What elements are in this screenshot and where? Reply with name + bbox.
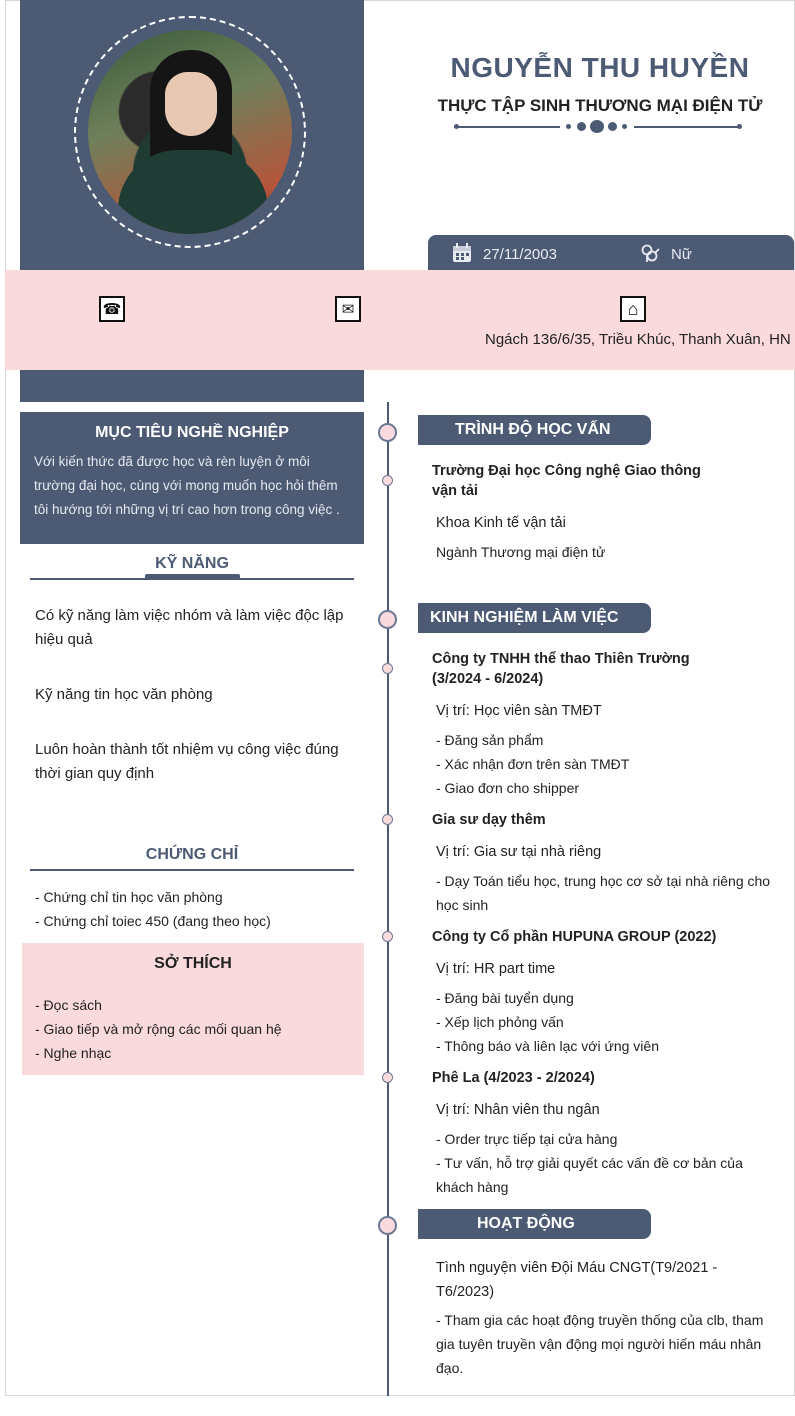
job-task: - Đăng bài tuyển dụng — [436, 990, 574, 1006]
job-task: - Tư vấn, hỗ trợ giải quyết các vấn đề cơ bản của khách hàng — [436, 1155, 743, 1195]
timeline-node — [378, 423, 397, 442]
hobby-item: - Giao tiếp và mở rộng các mối quan hệ — [35, 1021, 282, 1037]
candidate-name: NGUYỄN THU HUYỀN — [450, 52, 750, 83]
certificate-item: - Chứng chỉ tin học văn phòng — [35, 889, 223, 905]
calendar-icon — [452, 243, 472, 263]
certificates-divider — [30, 869, 354, 871]
title-ornament — [454, 120, 742, 134]
job-position: Vị trí: HR part time — [436, 961, 556, 977]
job-position: Vị trí: Học viên sàn TMĐT — [436, 703, 602, 719]
job-company: Gia sư dạy thêm — [432, 812, 546, 828]
certificates-title: CHỨNG CHỈ — [145, 846, 239, 863]
education-title: TRÌNH ĐỘ HỌC VẤN — [418, 415, 651, 445]
certificate-item: - Chứng chỉ toiec 450 (đang theo học) — [35, 913, 271, 929]
timeline-node — [378, 1216, 397, 1235]
timeline-dot — [382, 663, 393, 674]
hobbies-title: SỞ THÍCH — [154, 955, 232, 972]
timeline-dot — [382, 475, 393, 486]
career-goal-title: MỤC TIÊU NGHỀ NGHIỆP — [95, 424, 289, 441]
career-goal-text: Với kiến thức đã được học và rèn luyện ở môi trường đại học, cùng với mong muốn học hỏi thêm tôi hướng tới những vị trí cao hơn trong công việc . — [34, 454, 340, 517]
skills-title: KỸ NĂNG — [155, 555, 229, 572]
education-major: Ngành Thương mại điện tử — [436, 544, 606, 560]
activities-title: HOẠT ĐỘNG — [418, 1209, 651, 1239]
experience-title: KINH NGHIỆM LÀM VIỆC — [418, 603, 651, 633]
gender-icon — [640, 243, 660, 263]
job-task: - Order trực tiếp tại cửa hàng — [436, 1131, 618, 1147]
hobby-item: - Nghe nhạc — [35, 1045, 112, 1061]
job-company: Công ty Cổ phần HUPUNA GROUP (2022) — [432, 929, 717, 945]
timeline-line — [387, 402, 389, 1396]
skill-item: Luôn hoàn thành tốt nhiệm vụ công việc đúng thời gian quy định — [35, 741, 339, 782]
activity-role: Tình nguyện viên Đội Máu CNGT(T9/2021 - T6/2023) — [436, 1260, 718, 1300]
skills-divider — [30, 578, 354, 580]
gender: Nữ — [671, 246, 692, 263]
job-company: Phê La (4/2023 - 2/2024) — [432, 1070, 595, 1086]
job-position: Vị trí: Nhân viên thu ngân — [436, 1102, 600, 1118]
home-icon: ⌂ — [620, 296, 646, 322]
career-goal-section — [20, 412, 364, 544]
phone-icon: ☎ — [99, 296, 125, 322]
personal-info-bar — [428, 235, 794, 275]
timeline-dot — [382, 931, 393, 942]
job-task: - Đăng sản phẩm — [436, 732, 544, 748]
hobby-item: - Đọc sách — [35, 997, 102, 1013]
skill-item: Kỹ năng tin học văn phòng — [35, 686, 213, 703]
email-icon: ✉ — [335, 296, 361, 322]
job-title: THỰC TẬP SINH THƯƠNG MẠI ĐIỆN TỬ — [437, 96, 763, 115]
job-company: Công ty TNHH thể thao Thiên Trường (3/2024 - 6/2024) — [432, 651, 690, 687]
timeline-dot — [382, 1072, 393, 1083]
avatar — [88, 30, 292, 234]
job-task: - Thông báo và liên lạc với ứng viên — [436, 1038, 659, 1054]
timeline-dot — [382, 814, 393, 825]
job-task: - Dạy Toán tiểu học, trung học cơ sở tại nhà riêng cho học sinh — [436, 873, 771, 913]
job-task: - Xếp lịch phỏng vấn — [436, 1014, 564, 1030]
activity-description: - Tham gia các hoạt động truyền thống của clb, tham gia tuyên truyền vận động mọi người hiến máu nhân đạo. — [436, 1312, 764, 1376]
contact-strip — [5, 270, 795, 370]
education-school: Trường Đại học Công nghệ Giao thông vận tải — [432, 463, 701, 499]
address: Ngách 136/6/35, Triều Khúc, Thanh Xuân, HN — [485, 331, 791, 348]
timeline-node — [378, 610, 397, 629]
birthdate: 27/11/2003 — [483, 246, 557, 263]
education-faculty: Khoa Kinh tế vận tải — [436, 515, 566, 531]
skill-item: Có kỹ năng làm việc nhóm và làm việc độc lập hiệu quả — [35, 607, 344, 648]
job-task: - Xác nhận đơn trên sàn TMĐT — [436, 756, 630, 772]
job-position: Vị trí: Gia sư tại nhà riêng — [436, 844, 602, 860]
job-task: - Giao đơn cho shipper — [436, 780, 580, 796]
